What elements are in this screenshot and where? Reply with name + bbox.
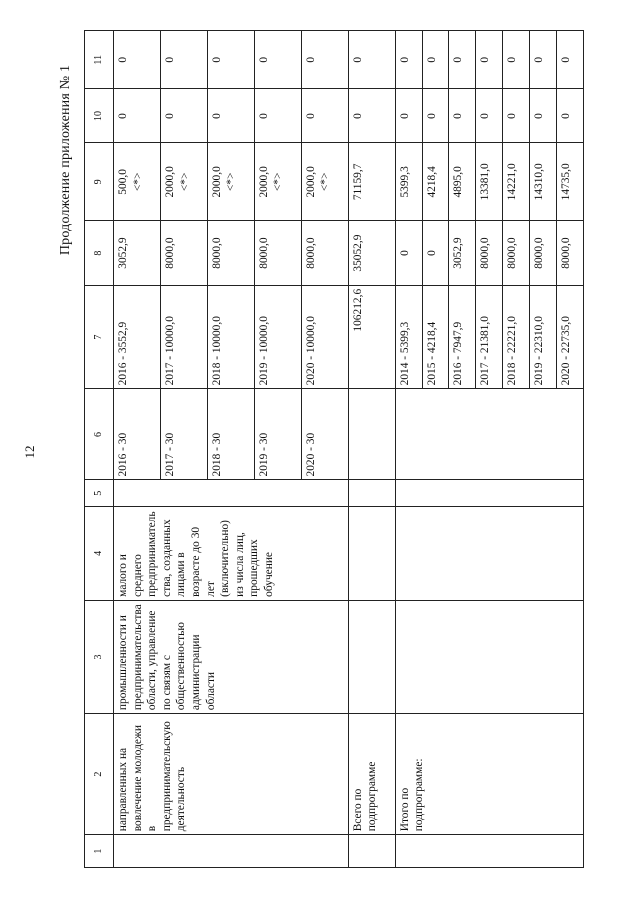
- target-value-cell: 2018 - 30: [207, 389, 254, 480]
- empty-cell: [395, 600, 583, 713]
- target-value-cell: 2016 - 30: [114, 389, 161, 480]
- funding-col8-cell: 8000,0: [476, 221, 503, 286]
- funding-total-cell: 2018 - 10000,0: [207, 285, 254, 389]
- funding-col10-cell: 0: [160, 89, 207, 143]
- header-cell: 9: [85, 143, 114, 221]
- funding-total-cell: 2018 - 22221,0: [503, 285, 530, 389]
- funding-col9-cell: 13381,0: [476, 143, 503, 221]
- header-cell: 4: [85, 507, 114, 601]
- empty-cell: [395, 480, 583, 507]
- funding-total-cell: 2019 - 22310,0: [530, 285, 557, 389]
- funding-col11-cell: 0: [449, 31, 476, 89]
- funding-col8-cell: 3052,9: [449, 221, 476, 286]
- executor-cell: промышленности и предпринимательства области, управление по связям с общественностью администрации области: [114, 600, 349, 713]
- funding-col8-cell: 8000,0: [503, 221, 530, 286]
- funding-col8-cell: 35052,9: [348, 221, 395, 286]
- funding-col11-cell: 0: [114, 31, 161, 89]
- funding-col9-cell: 2000,0 <*>: [160, 143, 207, 221]
- funding-col8-cell: 8000,0: [530, 221, 557, 286]
- funding-col9-cell: 500,0 <*>: [114, 143, 161, 221]
- funding-total-cell: 2014 - 5399,3: [395, 285, 422, 389]
- funding-col10-cell: 0: [301, 89, 348, 143]
- funding-col8-cell: 0: [422, 221, 449, 286]
- funding-col9-cell: 71159,7: [348, 143, 395, 221]
- funding-col8-cell: 8000,0: [207, 221, 254, 286]
- empty-cell: [348, 600, 395, 713]
- funding-col9-cell: 5399,3: [395, 143, 422, 221]
- header-cell: 7: [85, 285, 114, 389]
- funding-col10-cell: 0: [114, 89, 161, 143]
- header-cell: 11: [85, 31, 114, 89]
- rotated-table-wrapper: [84, 30, 584, 868]
- header-cell: 6: [85, 389, 114, 480]
- funding-col11-cell: 0: [395, 31, 422, 89]
- funding-col11-cell: 0: [301, 31, 348, 89]
- indicator-cell: малого и среднего предпринимательства, созданных лицами в возрасте до 30 лет (включительно) из числа лиц, прошедших обучение: [114, 507, 349, 601]
- empty-cell: [348, 389, 395, 480]
- funding-col11-cell: 0: [476, 31, 503, 89]
- target-value-cell: 2019 - 30: [254, 389, 301, 480]
- funding-col11-cell: 0: [530, 31, 557, 89]
- funding-col9-cell: 2000,0 <*>: [254, 143, 301, 221]
- funding-col10-cell: 0: [503, 89, 530, 143]
- target-value-cell: 2020 - 30: [301, 389, 348, 480]
- funding-col11-cell: 0: [348, 31, 395, 89]
- funding-total-cell: 2020 - 22735,0: [556, 285, 583, 389]
- funding-col9-cell: 4218,4: [422, 143, 449, 221]
- funding-col10-cell: 0: [556, 89, 583, 143]
- page-number: 12: [22, 445, 37, 459]
- funding-col11-cell: 0: [503, 31, 530, 89]
- total-row: [348, 31, 395, 868]
- header-cell: 1: [85, 835, 114, 868]
- table-row: [395, 31, 422, 868]
- empty-cell: [395, 389, 583, 480]
- funding-col8-cell: 0: [395, 221, 422, 286]
- activity-name-cell: направленных на вовлечение молодежи в предпринимательскую деятельность: [114, 714, 349, 835]
- itogo-label-cell: Итого по подпрограмме:: [395, 714, 583, 835]
- appendix-table: [84, 30, 584, 868]
- funding-col10-cell: 0: [449, 89, 476, 143]
- funding-col10-cell: 0: [476, 89, 503, 143]
- funding-total-cell: 2020 - 10000,0: [301, 285, 348, 389]
- funding-col8-cell: 8000,0: [301, 221, 348, 286]
- funding-col11-cell: 0: [254, 31, 301, 89]
- funding-total-cell: 2015 - 4218,4: [422, 285, 449, 389]
- funding-col11-cell: 0: [160, 31, 207, 89]
- funding-total-cell: 106212,6: [348, 285, 395, 389]
- funding-col9-cell: 2000,0 <*>: [207, 143, 254, 221]
- funding-col10-cell: 0: [254, 89, 301, 143]
- row-number-cell: [395, 835, 583, 868]
- empty-cell: [395, 507, 583, 601]
- empty-cell: [348, 480, 395, 507]
- empty-cell: [348, 507, 395, 601]
- row-number-cell: [114, 835, 349, 868]
- total-label-cell: Всего по подпрограмме: [348, 714, 395, 835]
- funding-col10-cell: 0: [395, 89, 422, 143]
- funding-col9-cell: 14735,0: [556, 143, 583, 221]
- funding-col11-cell: 0: [556, 31, 583, 89]
- header-cell: 2: [85, 714, 114, 835]
- funding-col9-cell: 2000,0 <*>: [301, 143, 348, 221]
- funding-total-cell: 2017 - 21381,0: [476, 285, 503, 389]
- funding-col8-cell: 3052,9: [114, 221, 161, 286]
- funding-total-cell: 2017 - 10000,0: [160, 285, 207, 389]
- target-value-cell: 2017 - 30: [160, 389, 207, 480]
- funding-col10-cell: 0: [348, 89, 395, 143]
- funding-col9-cell: 4895,0: [449, 143, 476, 221]
- funding-col8-cell: 8000,0: [556, 221, 583, 286]
- row-number-cell: [348, 835, 395, 868]
- funding-total-cell: 2019 - 10000,0: [254, 285, 301, 389]
- funding-col10-cell: 0: [207, 89, 254, 143]
- header-cell: 5: [85, 480, 114, 507]
- funding-col8-cell: 8000,0: [254, 221, 301, 286]
- appendix-caption: Продолжение приложения № 1: [58, 64, 73, 256]
- funding-col9-cell: 14310,0: [530, 143, 557, 221]
- header-cell: 3: [85, 600, 114, 713]
- funding-col10-cell: 0: [422, 89, 449, 143]
- funding-total-cell: 2016 - 7947,9: [449, 285, 476, 389]
- funding-total-cell: 2016 - 3552,9: [114, 285, 161, 389]
- funding-col9-cell: 14221,0: [503, 143, 530, 221]
- header-row: [85, 31, 114, 868]
- empty-cell: [114, 480, 349, 507]
- funding-col8-cell: 8000,0: [160, 221, 207, 286]
- funding-col11-cell: 0: [422, 31, 449, 89]
- table-row: [114, 31, 161, 868]
- funding-col11-cell: 0: [207, 31, 254, 89]
- funding-col10-cell: 0: [530, 89, 557, 143]
- header-cell: 10: [85, 89, 114, 143]
- header-cell: 8: [85, 221, 114, 286]
